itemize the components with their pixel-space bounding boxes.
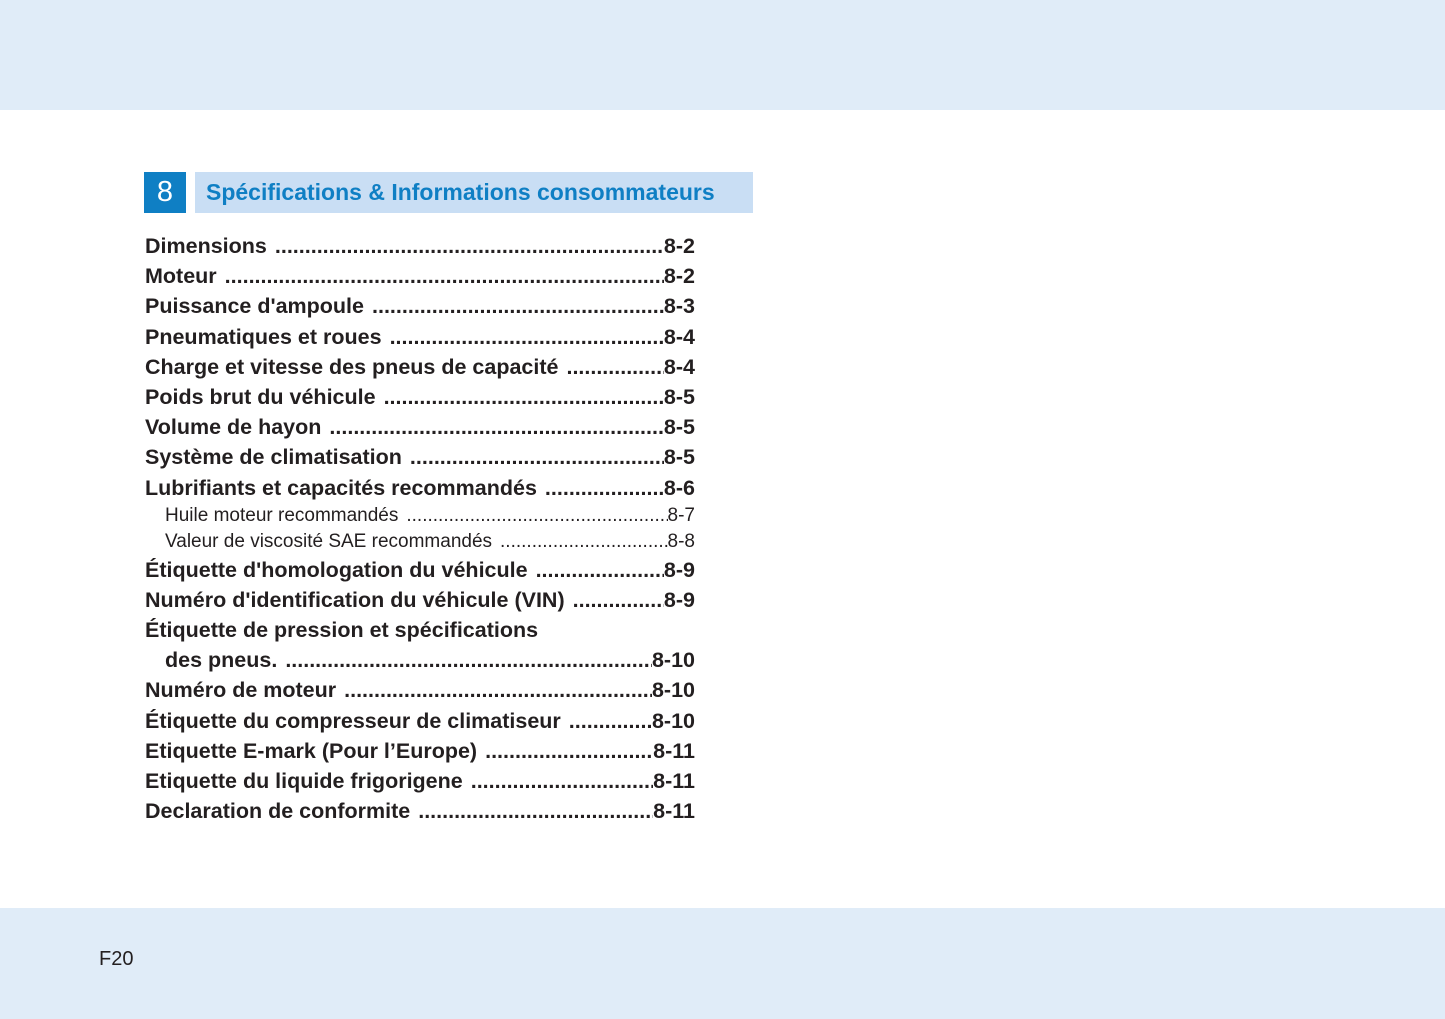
toc-entry-heading[interactable] — [145, 615, 695, 645]
toc-entry-continuation[interactable] — [145, 645, 695, 675]
toc-entry[interactable] — [145, 736, 695, 766]
chapter-number-badge: 8 — [144, 172, 186, 213]
toc-entry-label: Étiquette de pression et spécifications — [145, 618, 539, 643]
toc-entry-label: Numéro de moteur — [145, 678, 337, 703]
toc-subentry-label: Huile moteur recommandés — [165, 504, 399, 526]
toc-entry-label: Declaration de conformite — [145, 799, 411, 824]
toc-entry-page: 8-9 — [663, 587, 695, 612]
toc-leader-dots — [344, 675, 652, 705]
toc-entry-page: 8-11 — [653, 738, 695, 763]
toc-subentry[interactable] — [145, 503, 695, 529]
page-number: F20 — [99, 948, 134, 970]
toc-entry-page: 8-5 — [663, 445, 695, 470]
toc-entry-page: 8-4 — [663, 324, 695, 349]
toc-entry-label: Charge et vitesse des pneus de capacité — [145, 354, 559, 379]
toc-entry[interactable] — [145, 382, 695, 412]
toc-leader-dots — [536, 555, 664, 585]
toc-leader-dots — [545, 473, 664, 503]
toc-entry-label: Système de climatisation — [145, 445, 402, 470]
toc-leader-dots — [410, 442, 664, 472]
toc-leader-dots — [225, 261, 664, 291]
toc-entry-label: Etiquette du liquide frigorigene — [145, 769, 463, 793]
toc-entry-page: 8-10 — [651, 648, 695, 673]
toc-entry-label: Dimensions — [145, 234, 267, 258]
toc-entry[interactable] — [145, 412, 695, 442]
chapter-title-box — [195, 172, 753, 213]
toc-entry[interactable] — [145, 766, 695, 796]
toc-entry-label: Étiquette d'homologation du véhicule — [145, 557, 528, 582]
toc-entry-label: Pneumatiques et roues — [145, 324, 382, 349]
table-of-contents — [145, 231, 695, 826]
toc-entry[interactable] — [145, 473, 695, 503]
toc-entry[interactable] — [145, 585, 695, 615]
toc-leader-dots — [573, 585, 664, 615]
toc-subentry-label: Valeur de viscosité SAE recommandés — [165, 530, 493, 552]
toc-leader-dots — [485, 736, 653, 766]
toc-entry-page: 8-9 — [663, 557, 695, 582]
toc-entry[interactable] — [145, 796, 695, 826]
toc-leader-dots — [384, 382, 664, 412]
toc-entry-page: 8-2 — [663, 234, 695, 258]
header-band — [0, 0, 1445, 110]
toc-leader-dots — [275, 231, 664, 261]
toc-entry[interactable] — [145, 322, 695, 352]
toc-entry-page: 8-6 — [663, 475, 695, 500]
toc-entry-page: 8-2 — [663, 264, 695, 289]
toc-entry-page: 8-11 — [653, 799, 695, 824]
toc-subentry[interactable] — [145, 529, 695, 555]
toc-entry-label: Volume de hayon — [145, 415, 322, 440]
toc-entry-label: des pneus. — [165, 648, 278, 673]
toc-entry-label: Etiquette E-mark (Pour l’Europe) — [145, 738, 478, 763]
toc-subentry-page: 8-8 — [667, 530, 695, 552]
toc-entry[interactable] — [145, 261, 695, 291]
toc-leader-dots — [406, 503, 667, 529]
toc-subentry-page: 8-7 — [667, 504, 695, 526]
toc-entry-page: 8-5 — [663, 384, 695, 409]
toc-entry-page: 8-10 — [651, 708, 695, 733]
toc-entry-label: Lubrifiants et capacités recommandés — [145, 475, 537, 500]
toc-entry-page: 8-3 — [663, 294, 695, 319]
toc-leader-dots — [390, 322, 664, 352]
toc-leader-dots — [372, 291, 664, 321]
toc-leader-dots — [569, 706, 652, 736]
toc-leader-dots — [500, 529, 668, 555]
toc-entry-page: 8-10 — [651, 678, 695, 703]
toc-leader-dots — [285, 645, 652, 675]
toc-entry[interactable] — [145, 555, 695, 585]
toc-leader-dots — [329, 412, 664, 442]
toc-entry[interactable] — [145, 442, 695, 472]
toc-entry-label: Moteur — [145, 264, 217, 289]
toc-entry-label: Étiquette du compresseur de climatiseur — [145, 708, 561, 733]
toc-entry[interactable] — [145, 706, 695, 736]
toc-entry-page: 8-5 — [663, 415, 695, 440]
toc-entry-label: Poids brut du véhicule — [145, 384, 376, 409]
toc-entry-label: Puissance d'ampoule — [145, 294, 364, 319]
toc-entry-page: 8-4 — [663, 354, 695, 379]
toc-leader-dots — [418, 796, 653, 826]
toc-entry[interactable] — [145, 231, 695, 261]
toc-leader-dots — [471, 766, 653, 796]
toc-entry[interactable] — [145, 675, 695, 705]
toc-entry-page: 8-11 — [653, 769, 695, 793]
toc-entry[interactable] — [145, 291, 695, 321]
toc-entry-label: Numéro d'identification du véhicule (VIN) — [145, 587, 565, 612]
footer-band — [0, 908, 1445, 1019]
toc-entry[interactable] — [145, 352, 695, 382]
chapter-title: Spécifications & Informations consommateurs — [206, 179, 715, 205]
toc-leader-dots — [566, 352, 663, 382]
